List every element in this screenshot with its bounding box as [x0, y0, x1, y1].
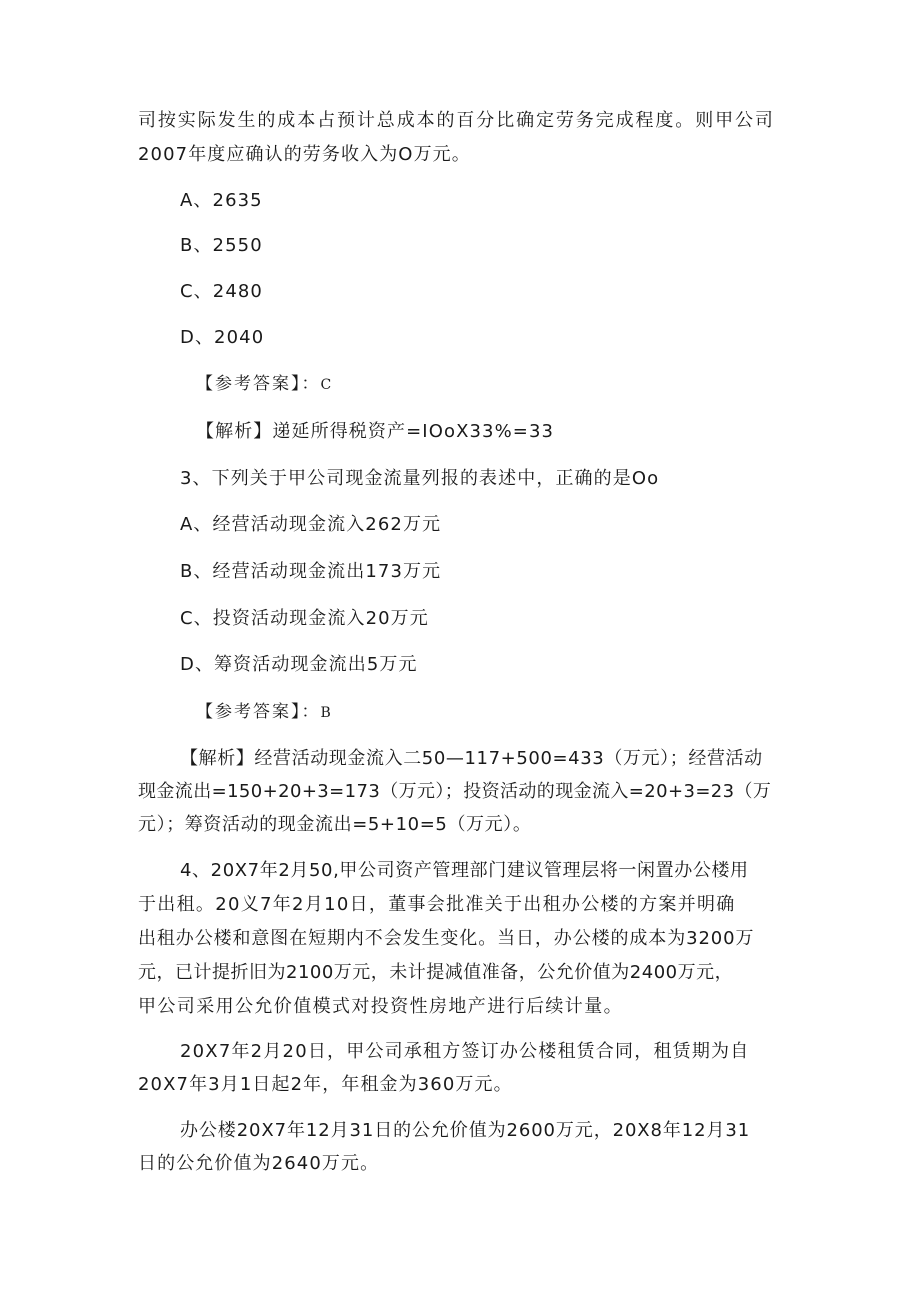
q4-para2-line-1: 20X7年2月20日，甲公司承租方签订办公楼租赁合同，租赁期为自	[180, 1041, 750, 1062]
q3-stem: 3、下列关于甲公司现金流量列报的表述中，正确的是Oo	[180, 468, 660, 489]
q4-para1-line-1: 4、20X7年2月50,甲公司资产管理部门建议管理层将一闲置办公楼用	[180, 860, 749, 881]
q2-option-a: A、2635	[180, 190, 263, 211]
q2-option-b: B、2550	[180, 235, 263, 256]
q4-para1-line-3: 出租办公楼和意图在短期内不会发生变化。当日，办公楼的成本为3200万	[138, 928, 755, 949]
q2-answer	[196, 373, 331, 396]
q2-answer-letter: C	[320, 377, 332, 393]
q2-analysis: 【解析】递延所得税资产=IOoX33%=33	[196, 421, 555, 442]
q3-analysis-line-2: 现金流出=150+20+3=173（万元）；投资活动的现金流入=20+3=23（万	[138, 781, 772, 802]
q3-option-c: C、投资活动现金流入20万元	[180, 608, 429, 629]
q2-answer-prefix: 【参考答案】：	[196, 374, 321, 394]
q3-answer	[196, 701, 331, 724]
intro-line-2: 2007年度应确认的劳务收入为O万元。	[138, 144, 471, 165]
q2-option-c: C、2480	[180, 281, 263, 302]
q4-para1-line-5: 甲公司采用公允价值模式对投资性房地产进行后续计量。	[138, 996, 623, 1017]
q3-analysis-line-1: 【解析】经营活动现金流入二50—117+500=433（万元）；经营活动	[180, 748, 763, 769]
q4-para3-line-1: 办公楼20X7年12月31日的公允价值为2600万元，20X8年12月31	[180, 1120, 751, 1141]
q3-option-d: D、筹资活动现金流出5万元	[180, 654, 418, 675]
q2-option-d: D、2040	[180, 327, 265, 348]
q4-para3-line-2: 日的公允价值为2640万元。	[138, 1153, 380, 1174]
q4-para1-line-4: 元，已计提折旧为2100万元，未计提减值准备，公允价值为2400万元，	[138, 962, 734, 983]
q3-analysis-line-3: 元）；筹资活动的现金流出=5+10=5（万元）。	[138, 814, 532, 835]
q4-para1-line-2: 于出租。20义7年2月10日，董事会批准关于出租办公楼的方案并明确	[138, 894, 736, 915]
q3-answer-prefix: 【参考答案】：	[196, 702, 321, 722]
q3-option-b: B、经营活动现金流出173万元	[180, 561, 442, 582]
q4-para2-line-2: 20X7年3月1日起2年，年租金为360万元。	[138, 1074, 513, 1095]
q3-answer-letter: B	[320, 705, 331, 721]
intro-line-1: 司按实际发生的成本占预计总成本的百分比确定劳务完成程度。则甲公司	[138, 110, 775, 131]
q3-option-a: A、经营活动现金流入262万元	[180, 514, 442, 535]
